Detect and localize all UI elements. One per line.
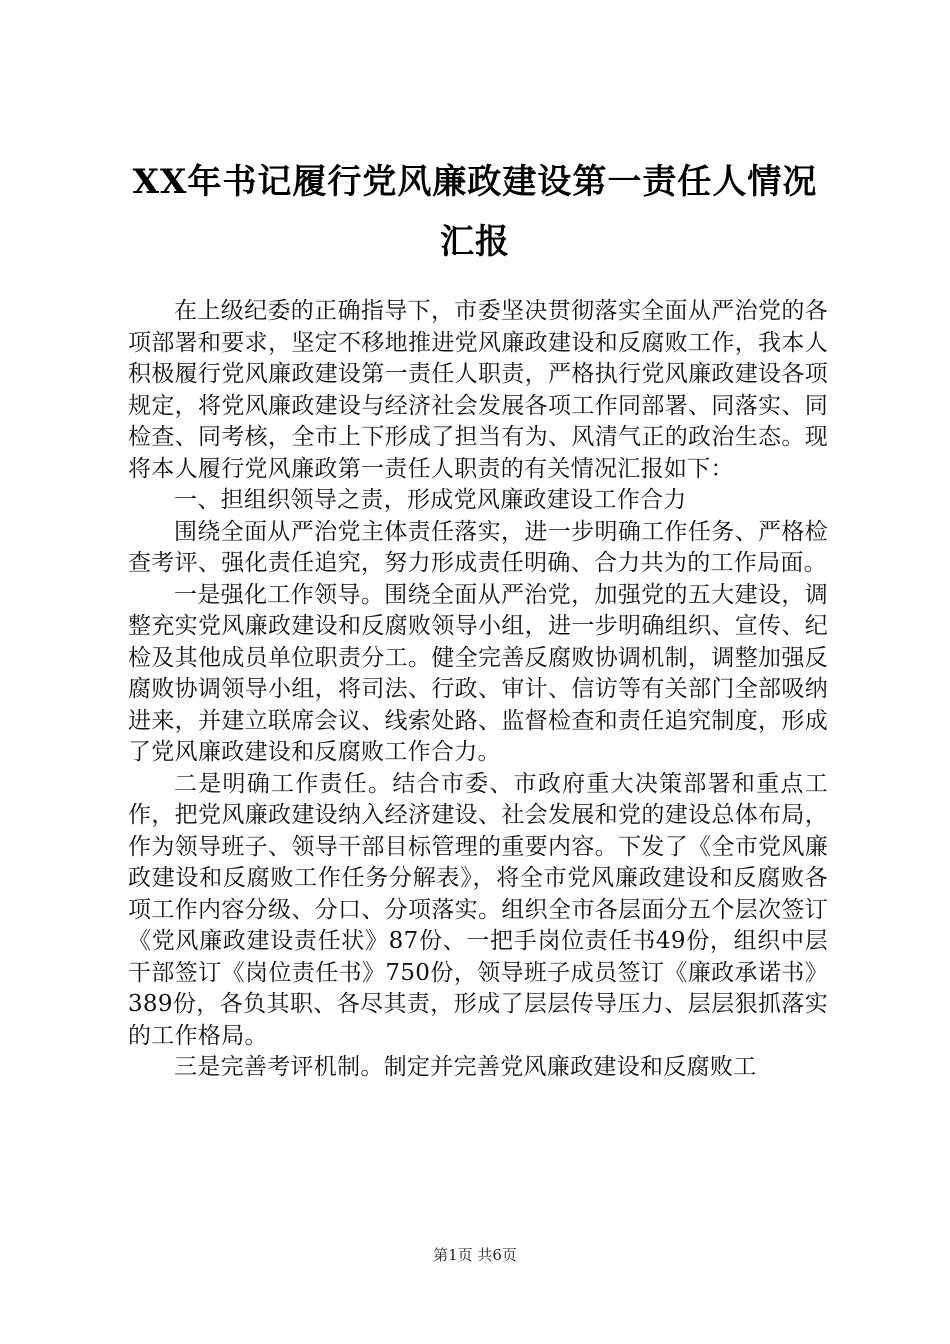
document-title-continuation: 汇报: [440, 222, 510, 262]
intro-paragraph: 在上级纪委的正确指导下，市委坚决贯彻落实全面从严治党的各项部署和要求，坚定不移地推进党风廉政建设和反腐败工作，我本人积极履行党风廉政建设第一责任人职责，严格执行党风廉政建设各项规定，将党风廉政建设与经济社会发展各项工作同部署、同落实、同检查、同考核，全市上下形成了担当有为、风清气正的政治生态。现将本人履行党风廉政第一责任人职责的有关情况汇报如下：: [128, 298, 828, 482]
point-two-paragraph: 二是明确工作责任。结合市委、市政府重大决策部署和重点工作，把党风廉政建设纳入经济建设、社会发展和党的建设总体布局，作为领导班子、领导干部目标管理的重要内容。下发了《全市党风廉政建设和反腐败工作任务分解表》，将全市党风廉政建设和反腐败各项工作内容分级、分口、分项落实。组织全市各层面分五个层次签订《党风廉政建设责任状》87份、一把手岗位责任书49份，组织中层干部签订《岗位责任书》750份，领导班子成员签订《廉政承诺书》389份，各负其职、各尽其责，形成了层层传导压力、层层狠抓落实的工作格局。: [128, 770, 828, 1049]
document-title: XX年书记履行党风廉政建设第一责任人情况: [132, 162, 818, 202]
section-heading: 一、担组织领导之责，形成党风廉政建设工作合力: [174, 487, 687, 513]
section-intro-paragraph: 围绕全面从严治党主体责任落实，进一步明确工作任务、严格检查考评、强化责任追究，努力形成责任明确、合力共为的工作局面。: [128, 518, 828, 576]
page-footer: 第1页 共6页: [433, 1246, 517, 1264]
point-three-paragraph: 三是完善考评机制。制定并完善党风廉政建设和反腐败工: [174, 1054, 757, 1080]
document-body: [128, 296, 828, 1084]
point-one-paragraph: 一是强化工作领导。围绕全面从严治党，加强党的五大建设，调整充实党风廉政建设和反腐败领导小组，进一步明确组织、宣传、纪检及其他成员单位职责分工。健全完善反腐败协调机制，调整加强反腐败协调领导小组，将司法、行政、审计、信访等有关部门全部吸纳进来，并建立联席会议、线索处路、监督检查和责任追究制度，形成了党风廉政建设和反腐败工作合力。: [128, 581, 828, 765]
